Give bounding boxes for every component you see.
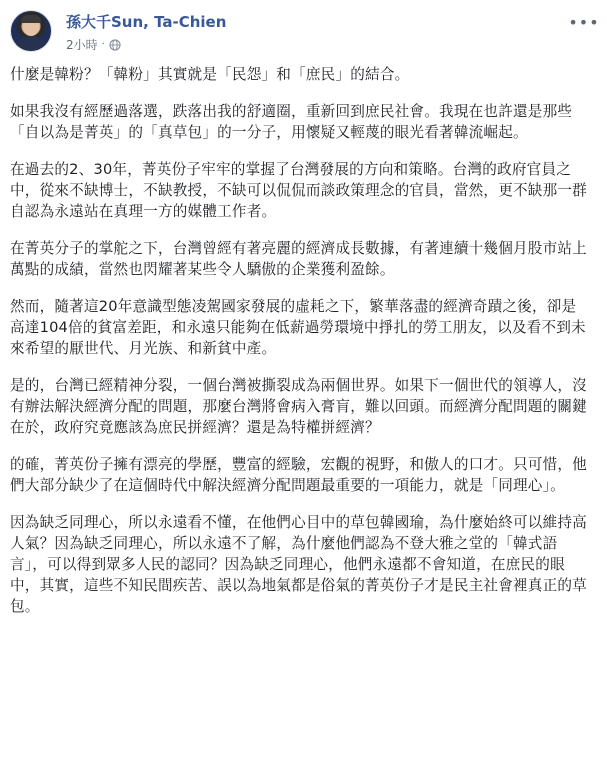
post-paragraph: 是的，台灣已經精神分裂，一個台灣被撕裂成為兩個世界。如果下一個世代的領導人，沒有辦法解決經濟分配的問題，那麼台灣將會病入膏肓，難以回頭。而經濟分配問題的關鍵在於，政府究竟應該為庶民拼經濟？還是為特權拼經濟？ xyxy=(10,377,587,436)
post-paragraph: 因為缺乏同理心，所以永遠看不懂，在他們心目中的草包韓國瑜，為什麼始終可以維持高人氣？因為缺乏同理心，所以永遠不了解，為什麼他們認為不登大雅之堂的「韓式語言」，可以得到眾多人民的認同？因為缺乏同理心，他們永遠都不會知道，在庶民的眼中，其實，這些不知民間疾苦、誤以為地氣都是俗氣的菁英份子才是民主社會裡真正的草包。 xyxy=(10,514,587,615)
ellipsis-icon: ••• xyxy=(568,12,600,32)
post-header xyxy=(10,8,600,60)
post-body xyxy=(10,64,590,633)
avatar[interactable] xyxy=(10,10,52,52)
post-paragraph: 什麼是韓粉？「韓粉」其實就是「民怨」和「庶民」的結合。 xyxy=(10,66,410,83)
globe-icon[interactable] xyxy=(109,39,121,51)
avatar-suit xyxy=(14,36,48,52)
post-meta xyxy=(66,36,121,53)
post-paragraph: 然而，隨著這20年意識型態凌駕國家發展的虛耗之下，繁華落盡的經濟奇蹟之後，卻是高達104倍的貧富差距，和永遠只能夠在低薪過勞環境中掙扎的勞工朋友，以及看不到未來希望的厭世代、月光族、和新貧中產。 xyxy=(10,298,586,357)
post-paragraph: 如果我沒有經歷過落選，跌落出我的舒適圈，重新回到庶民社會。我現在也許還是那些「自以為是菁英」的「真草包」的一分子，用懷疑又輕蔑的眼光看著韓流崛起。 xyxy=(10,103,573,141)
post-timestamp[interactable]: 2小時 xyxy=(66,38,98,52)
meta-separator: · xyxy=(101,39,105,50)
author-name[interactable]: 孫大千Sun, Ta-Chien xyxy=(66,13,227,31)
post-paragraph: 的確，菁英份子擁有漂亮的學歷，豐富的經驗，宏觀的視野，和傲人的口才。只可惜，他們大部分缺少了在這個時代中解決經濟分配問題最重要的一項能力，就是「同理心」。 xyxy=(10,456,587,494)
more-options-button[interactable] xyxy=(568,12,600,32)
post-paragraph: 在過去的2、30年，菁英份子牢牢的掌握了台灣發展的方向和策略。台灣的政府官員之中，從來不缺博士，不缺教授，不缺可以侃侃而談政策理念的官員，當然，更不缺那一群自認為永遠站在真理一方的媒體工作者。 xyxy=(10,161,587,220)
avatar-hair xyxy=(21,15,41,23)
post-paragraph: 在菁英分子的掌舵之下，台灣曾經有著亮麗的經濟成長數據，有著連續十幾個月股市站上萬點的成績，當然也閃耀著某些令人驕傲的企業獲利盈餘。 xyxy=(10,240,587,278)
